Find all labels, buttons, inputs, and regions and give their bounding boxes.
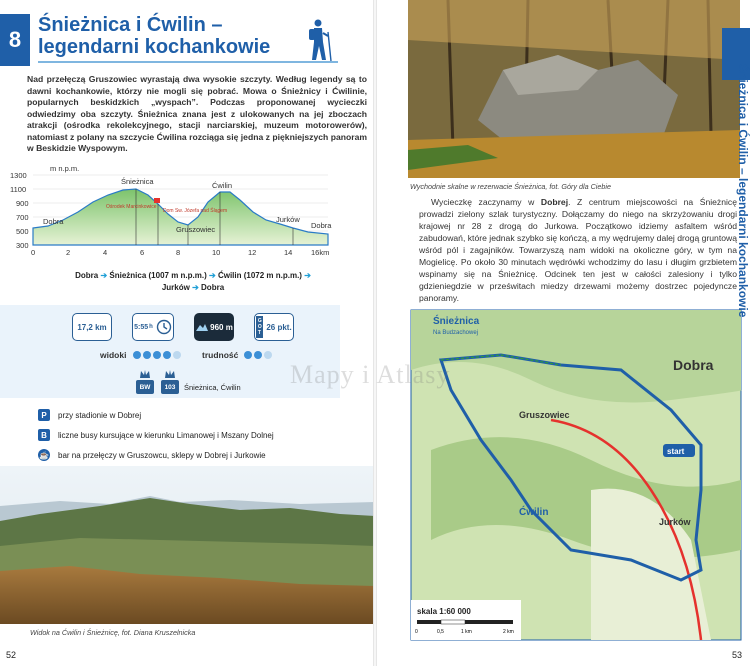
arrow-right-icon: ➔ xyxy=(192,283,202,292)
body-post: . Z centrum miejscowości na Śnieżnicę prowadzi zielony szlak turystyczny. Dołączamy do niego na skrzyżowaniu drogi krajowej nr 28 z drogą do Jurkowa. Początkowo idziemy asfaltem wśród zabudowań, które jednak szybko się kończą, a my wędrujemy dalej drogą gruntową wśród pól i zagajników. Towarzyszą nam widoki na okoliczne góry, w tym na Mogielicę. Po około 30 minutach wędrówki wchodzimy do lasu i długim grzbietem wspinamy się na Śnieżnicę. Odcinek ten jest w całości zalesiony i tylko gdzieniegdzie w prześwitach miedzy drzewami możemy dostrzec pojedyncze panoramy. xyxy=(419,197,737,303)
body-text xyxy=(419,196,737,304)
difficulty-rating xyxy=(244,351,272,359)
bus-icon: B xyxy=(38,429,50,441)
elevation-profile xyxy=(8,162,338,262)
y-tick: 900 xyxy=(16,199,29,208)
hiker-icon xyxy=(300,18,336,62)
label-cwilin: Ćwilin xyxy=(212,181,233,190)
x-ticks xyxy=(31,248,329,257)
right-page xyxy=(375,0,750,666)
x-tick: 6 xyxy=(140,248,145,257)
map-label-budzachowa: Na Budzachowej xyxy=(433,330,479,336)
note-text: liczne busy kursujące w kierunku Limanowej i Mszany Dolnej xyxy=(58,430,274,440)
time-unit: h xyxy=(149,324,153,330)
page-number-right: 53 xyxy=(731,650,742,660)
title-underline xyxy=(38,61,338,63)
crown-icon xyxy=(139,369,151,379)
label-dobra-end: Dobra xyxy=(311,221,332,230)
distance-value: 17,2 km xyxy=(77,322,107,332)
chapter-number: 8 xyxy=(0,14,30,66)
x-tick: 12 xyxy=(248,248,257,257)
label-snieznica: Śnieżnica xyxy=(121,177,154,186)
rock-caption: Wychodnie skalne w rezerwacie Śnieżnica, fot. Góry dla Ciebie xyxy=(410,182,611,191)
watermark: Mapy i Atlasy xyxy=(290,360,451,389)
scale-tick: 1 km xyxy=(461,629,472,635)
y-tick: 1300 xyxy=(10,171,27,180)
route-point: Śnieżnica (1007 m n.p.m.) xyxy=(109,271,207,280)
views-label: widoki xyxy=(100,350,127,360)
route-point: Jurków xyxy=(161,283,190,292)
note-text: bar na przełęczy w Gruszowcu, sklepy w Dobrej i Jurkowie xyxy=(58,450,266,460)
scale-tick: 0,5 xyxy=(437,629,444,635)
difficulty-label: trudność xyxy=(202,350,239,360)
y-tick: 500 xyxy=(16,227,29,236)
scale-tick: 2 km xyxy=(503,629,514,635)
arrow-right-icon: ➔ xyxy=(100,271,110,280)
rating-dot xyxy=(133,351,141,359)
title-line-1: Śnieżnica i Ćwilin – xyxy=(38,14,223,36)
arrow-right-icon: ➔ xyxy=(209,271,218,280)
x-tick: 4 xyxy=(103,248,108,257)
got-badge: G O T xyxy=(257,318,262,336)
panorama-caption: Widok na Ćwilin i Śnieżnicę, fot. Diana Kruszelnicka xyxy=(30,628,196,637)
rating-dot xyxy=(153,351,161,359)
map-label-dobra: Dobra xyxy=(673,357,714,373)
parking-icon: P xyxy=(38,409,50,421)
x-tick: 10 xyxy=(212,248,221,257)
route-point: Dobra xyxy=(201,283,225,292)
side-title-text: Śnieżnica i Ćwilin – legendarni kochankowie xyxy=(736,64,750,318)
views-rating xyxy=(133,351,181,359)
body-bold: Dobrej xyxy=(540,197,569,207)
label-gruszowiec: Gruszowiec xyxy=(176,225,216,234)
mountain-icon xyxy=(195,322,209,332)
route-point: Dobra xyxy=(75,271,99,280)
body-pre: Wycieczkę zaczynamy w xyxy=(431,197,541,207)
note-bus xyxy=(38,425,338,445)
trip-info-box xyxy=(0,305,340,398)
x-tick: 0 xyxy=(31,248,36,257)
rating-dot xyxy=(173,351,181,359)
rating-dot xyxy=(264,351,272,359)
label-jurkow: Jurków xyxy=(276,215,300,224)
time-tag xyxy=(132,313,174,341)
y-tick: 300 xyxy=(16,241,29,250)
peaks-label: Śnieżnica, Ćwilin xyxy=(184,383,241,392)
practical-notes xyxy=(38,405,338,465)
x-tick: 14 xyxy=(284,248,293,257)
route-summary xyxy=(28,270,358,294)
badge-103: 103 xyxy=(161,380,179,394)
map-label-cwilin: Ćwilin xyxy=(519,507,549,518)
panorama-photo xyxy=(0,466,375,624)
route-map xyxy=(411,310,741,640)
title-line-2: legendarni kochankowie xyxy=(38,36,271,58)
route-point: Ćwilin (1072 m n.p.m.) xyxy=(217,271,302,280)
rating-dot xyxy=(163,351,171,359)
x-tick: 16km xyxy=(311,248,330,257)
note-text: przy stadionie w Dobrej xyxy=(58,410,142,420)
crown-icon xyxy=(164,369,176,379)
points-value: 26 pkt. xyxy=(266,322,292,332)
intro-paragraph: Nad przełęczą Gruszowiec wyrastają dwa wysokie szczyty. Według legendy są to dawni kochankowie, którzy nie mogli się pobrać. Mowa o Śnieżnicy i Ćwilinie, popularnych beskidzkich „wyspach”. Podczas proponowanej wycieczki odwiedzimy oba szczyty. Śnieżnica znana jest z ulokowanych na jej zboczach atrakcji (ośrodka rekolekcyjnego, stacji narciarskiej, muzeum motorowerów), natomiast z polany na szczycie Ćwilina rozciąga się jedna z piękniejszych panoram w Beskidzie Wyspowym. xyxy=(27,74,367,153)
side-title xyxy=(723,60,750,360)
x-tick: 2 xyxy=(66,248,71,257)
map-label-snieznica: Śnieżnica xyxy=(433,316,480,327)
ascent-tag xyxy=(194,313,234,341)
rating-dot xyxy=(143,351,151,359)
map-label-jurkow: Jurków xyxy=(659,517,691,527)
rating-dot xyxy=(244,351,252,359)
map-label-gruszowiec: Gruszowiec xyxy=(519,410,570,420)
badge-bw: BW xyxy=(136,380,154,394)
label-church: Dom Sw. Józefa nad Ślągem xyxy=(163,208,228,214)
y-tick: 700 xyxy=(16,213,29,222)
scale-tick: 0 xyxy=(415,629,418,635)
ascent-value: 960 m xyxy=(210,322,233,332)
points-tag xyxy=(254,313,294,341)
y-tick: 1100 xyxy=(10,185,27,194)
y-ticks xyxy=(10,171,29,250)
note-food xyxy=(38,445,338,465)
label-dobra-start: Dobra xyxy=(43,217,64,226)
arrow-right-icon: ➔ xyxy=(304,271,311,280)
rating-dot xyxy=(254,351,262,359)
map-scale: skala 1:60 000 xyxy=(417,607,471,616)
food-icon: ☕ xyxy=(39,450,49,460)
note-parking xyxy=(38,405,338,425)
rock-photo xyxy=(408,0,740,178)
elevation-unit: m n.p.m. xyxy=(50,164,80,173)
time-value: 5:55 xyxy=(134,323,149,331)
map-start-badge: start xyxy=(667,447,685,456)
x-tick: 8 xyxy=(176,248,181,257)
clock-icon xyxy=(156,319,172,335)
church-icon xyxy=(154,198,160,203)
distance-tag xyxy=(72,313,112,341)
label-monastery: Ośrodek Marcinkowice xyxy=(106,204,157,210)
page-number-left: 52 xyxy=(6,650,17,660)
chapter-title xyxy=(38,14,270,58)
